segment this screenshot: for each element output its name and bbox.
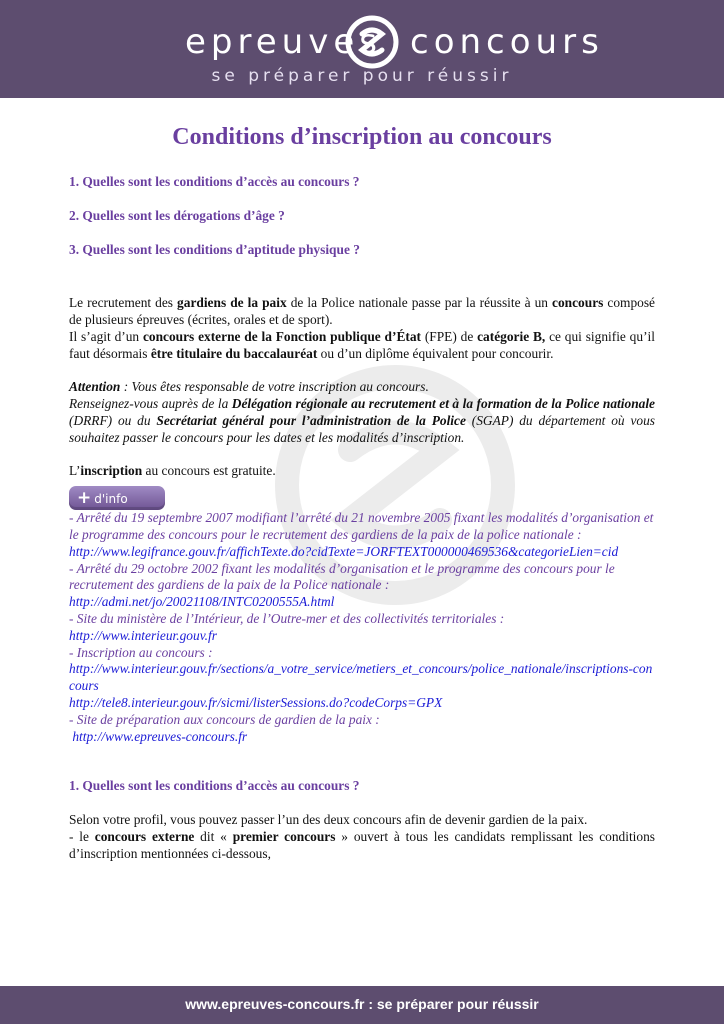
brand-logo-row[interactable]	[0, 14, 724, 66]
brand-name-right: concours	[410, 22, 604, 62]
toc-question-1[interactable]: 1. Quelles sont les conditions d’accès au concours ?	[69, 174, 360, 189]
section-heading-1: 1. Quelles sont les conditions d’accès au concours ?	[69, 778, 360, 794]
attention-paragraph: Attention : Vous êtes responsable de votre inscription au concours. Renseignez-vous auprès de la Délégation régionale au recrutement et à la formation de la Police nationale (DRRF) ou du Secrétariat général pour l’administration de la Police (SGAP) du département où vous souhaitez passer le concours pour les dates et les modalités d’inscription.	[69, 379, 655, 445]
reference-text: - Site du ministère de l’Intérieur, de l’Outre-mer et des collectivités territoriales :	[69, 610, 505, 626]
toc-question-2[interactable]: 2. Quelles sont les dérogations d’âge ?	[69, 207, 285, 223]
inscription-free-paragraph: L’inscription au concours est gratuite.	[69, 463, 276, 479]
more-info-button[interactable]	[69, 486, 165, 510]
reference-link[interactable]: http://www.legifrance.gouv.fr/affichTexte.do?cidTexte=JORFTEXT000000469536&categorieLien=cid	[69, 543, 619, 559]
toc-question-3[interactable]: 3. Quelles sont les conditions d’aptitude physique ?	[69, 241, 360, 257]
reference-link[interactable]: http://tele8.interieur.gouv.fr/sicmi/listerSessions.do?codeCorps=GPX	[69, 694, 443, 710]
reference-link[interactable]: http://www.interieur.gouv.fr	[69, 627, 217, 643]
reference-link[interactable]: http://admi.net/jo/20021108/INTC0200555A.html	[69, 594, 335, 610]
reference-link[interactable]: http://www.epreuves-concours.fr	[69, 728, 248, 744]
reference-text: - Inscription au concours :	[69, 644, 213, 660]
site-header	[0, 0, 724, 98]
brand-name-left: epreuves	[185, 22, 382, 62]
header-tagline: se préparer pour réussir	[211, 66, 513, 86]
reference-text: - Arrêté du 29 octobre 2002 fixant les modalités d’organisation et le programme des concours pour le recrutement des gardiens de la paix de la Police nationale :	[69, 560, 615, 593]
section1-paragraph: Selon votre profil, vous pouvez passer l’un des deux concours afin de devenir gardien de la paix. - le concours externe dit « premier concours » ouvert à tous les candidats remplissant les conditions d’inscription mentionnées ci-dessous,	[69, 812, 655, 861]
plus-icon: +	[77, 488, 92, 509]
site-footer[interactable]: www.epreuves-concours.fr : se préparer pour réussir	[0, 986, 724, 1024]
reference-link[interactable]: http://www.interieur.gouv.fr/sections/a_votre_service/metiers_et_concours/police_nationale/inscriptions-concours	[69, 661, 653, 694]
reference-text: - Arrêté du 19 septembre 2007 modifiant l’arrêté du 21 novembre 2005 fixant les modalités d’organisation et le programme des concours pour le recrutement des gardiens de la paix de la police nationale :	[69, 510, 654, 542]
more-info-label: d'info	[94, 492, 128, 507]
document-body	[69, 122, 655, 863]
references-list	[69, 510, 655, 745]
intro-paragraph: Le recrutement des gardiens de la paix de la Police nationale passe par la réussite à un concours composé de plusieurs épreuves (écrites, orales et de sport). Il s’agit d’un concours externe de la Fonction publique d’État (FPE) de catégorie B, ce qui signifie qu’il faut désormais être titulaire du baccalauréat ou d’un diplôme équivalent pour concourir.	[69, 295, 655, 361]
brand-logo-icon	[344, 14, 400, 70]
page-title: Conditions d’inscription au concours	[172, 124, 552, 150]
reference-text: - Site de préparation aux concours de gardien de la paix :	[69, 711, 380, 727]
